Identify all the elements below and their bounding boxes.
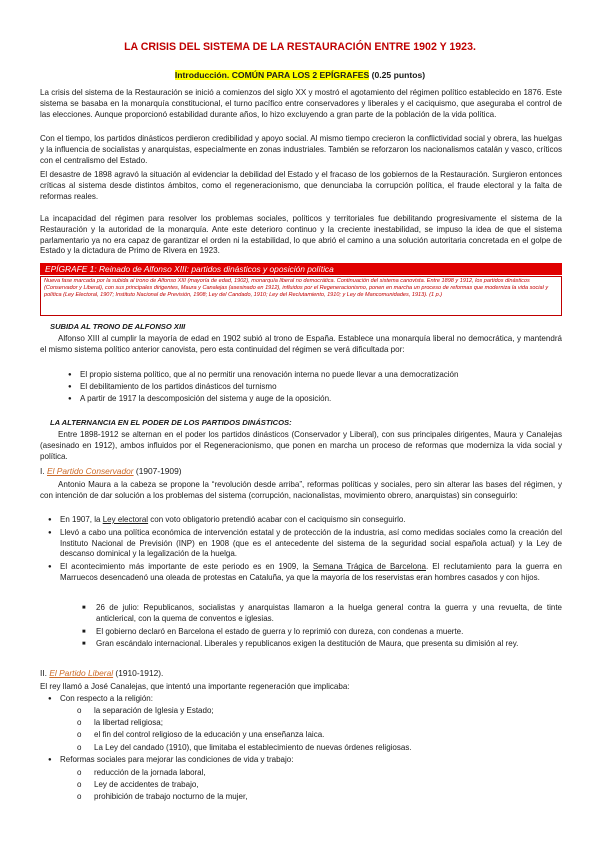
list-item: ● A partir de 1917 la descomposición del sistema y auge de la oposición. — [80, 393, 458, 405]
conservador-list — [60, 515, 562, 584]
list-item: ■ El gobierno declaró en Barcelona el estado de guerra y lo reprimió con dureza, con condenas a muerte. — [96, 627, 562, 638]
intro-paragraph-1: La crisis del sistema de la Restauración se inició a comienzos del siglo XX y mostró el agotamiento del régimen político establecido en 1876. Este sistema se basaba en la monarquía constitucional, el turno pacífico entre conservadores y liberales y el caciquismo, que aseguraba el control de las elecciones. Aunque proporcionó estabilidad durante años, lo hizo excluyendo a gran parte de la población de la vida política. — [40, 88, 562, 119]
list-item: o la separación de Iglesia y Estado; — [94, 705, 412, 717]
document-title: LA CRISIS DEL SISTEMA DE LA RESTAURACIÓN ENTRE 1902 Y 1923. — [124, 41, 476, 53]
intro-heading — [0, 70, 600, 80]
section-years: (1910-1912). — [115, 668, 164, 678]
liberal-header — [40, 668, 163, 678]
section-years: (1907-1909) — [135, 466, 182, 476]
list-item: ● Llevó a cabo una política económica de intervención estatal y de protección de la industria, así como medidas sociales como la creación del Instituto Nacional de Previsión (INP) en 1908 (que es el antecedente del sistema de la seguridad social española actual) y la Ley de descanso dominical y la legalización de la huelga. — [60, 528, 562, 560]
liberal-social-list — [94, 767, 247, 804]
intro-paragraph-2: Con el tiempo, los partidos dinásticos perdieron credibilidad y apoyo social. Al mismo tiempo crecieron la conflictividad social y obrera, las huelgas y la influencia de socialistas y anarquistas, especialmente en zonas industriales. También se reforzaron los nacionalismos catalán y vasco, críticos con el centralismo del Estado. — [40, 134, 562, 165]
list-item: ● Con respecto a la religión: — [60, 694, 562, 705]
subida-heading: SUBIDA AL TRONO DE ALFONSO XIII — [50, 322, 186, 331]
section-number: II. — [40, 668, 47, 678]
section-number: I. — [40, 466, 45, 476]
epigrafe-summary-box: Nueva fase marcada por la subida al trono de Alfonso XIII (mayoría de edad, 1902), monarquía liberal no democrática. Continuación del sistema canovista. Entre 1898 y 1912, los partidos dinásticos (Conservador y Liberal), con sus principales dirigentes, Maura y Canalejas (asesinado en 1912), influidos por el Regeneracionismo, ponen en marcha un proceso de reformas que moderniza la vida social y política (Ley Electoral, 1907; Instituto Nacional de Previsión, 1908; Ley del Candado, 1910; Ley del Reclutamiento, 1910; y Ley de Mancomunidades, 1913). (1 p.) — [40, 276, 562, 316]
partido-liberal-link[interactable]: El Partido Liberal — [49, 668, 114, 678]
list-item: ● El propio sistema político, que al no permitir una renovación interna no puede llevar a una democratización — [80, 369, 458, 381]
list-item: ● En 1907, la Ley electoral con voto obligatorio pretendió acabar con el caciquismo sin conseguirlo. — [60, 515, 562, 526]
list-item: o La Ley del candado (1910), que limitaba el establecimiento de nuevas órdenes religiosas. — [94, 742, 412, 754]
ley-electoral-link[interactable]: Ley electoral — [102, 515, 149, 524]
list-item: ● El acontecimiento más importante de este periodo es en 1909, la Semana Trágica de Barcelona. El reclutamiento para la guerra en Marruecos desencadenó una oleada de protestas en Cataluña, ya que la mayoría de los reservistas eran hombres casados y con hijos. — [60, 562, 562, 584]
conservador-header — [40, 466, 182, 476]
list-item: ● El debilitamiento de los partidos dinásticos del turnismo — [80, 381, 458, 393]
semana-tragica-list — [96, 603, 562, 650]
intro-paragraph-4: La incapacidad del régimen para resolver los problemas sociales, políticos y territoriales fue debilitando progresivamente el sistema de la Restauración y la autoridad de la monarquía. Ante este deterioro continuo y la creciente inestabilidad, se impuso la idea de que el sistema parlamentario ya no era capaz de garantizar el orden ni la estabilidad, lo que abrió el camino a una solución autoritaria concretada en el golpe de Estado y la dictadura de Primo de Rivera en 1923. — [40, 214, 562, 256]
liberal-religion-list — [94, 705, 412, 754]
epigrafe-title-bar: EPÍGRAFE 1: Reinado de Alfonso XIII: partidos dinásticos y oposición política — [40, 263, 562, 275]
list-item: ■ Gran escándalo internacional. Liberales y republicanos exigen la destitución de Maura, que presenta su dimisión al rey. — [96, 639, 562, 650]
list-item: o Ley de accidentes de trabajo, — [94, 779, 247, 791]
intro-points: (0.25 puntos) — [371, 70, 426, 80]
partido-conservador-link[interactable]: El Partido Conservador — [46, 466, 134, 476]
subida-list — [80, 369, 458, 406]
liberal-intro: El rey llamó a José Canalejas, que intentó una importante regeneración que implicaba: — [40, 682, 350, 691]
list-item: o reducción de la jornada laboral, — [94, 767, 247, 779]
conservador-intro: Antonio Maura a la cabeza se propone la “revolución desde arriba”, reformas políticas y sociales, pero sin alterar las bases del régimen, y con intención de dar solución a los problemas del sistema (corrupción, nacionalistas, movimiento obrero, anarquistas) sin conseguirlo: — [40, 480, 562, 500]
list-item: o el fin del control religioso de la educación y una enseñanza laica. — [94, 729, 412, 741]
liberal-social-heading — [60, 755, 562, 766]
alternancia-heading: LA ALTERNANCIA EN EL PODER DE LOS PARTIDOS DINÁSTICOS: — [50, 418, 292, 427]
list-item: ● Reformas sociales para mejorar las condiciones de vida y trabajo: — [60, 755, 562, 766]
intro-paragraph-3: El desastre de 1898 agravó la situación al evidenciar la debilidad del Estado y el fracaso de los gobiernos de la Restauración. Surgieron entonces críticas al sistema desde distintos ámbitos, como el regeneracionismo, que denunciaba la corrupción política, el fraude electoral y la falta de reformas reales. — [40, 170, 562, 201]
list-item: o la libertad religiosa; — [94, 717, 412, 729]
subida-text: Alfonso XIII al cumplir la mayoría de edad en 1902 subió al trono de España. Establece una monarquía liberal no democrática, y mantendrá el mismo sistema político anterior canovista, pero esta continuidad del régimen se verá dificultada por: — [40, 334, 562, 354]
list-item: o prohibición de trabajo nocturno de la mujer, — [94, 791, 247, 803]
intro-heading-label: Introducción. COMÚN PARA LOS 2 EPÍGRAFES — [174, 70, 370, 80]
semana-tragica-link[interactable]: Semana Trágica de Barcelona — [312, 562, 426, 572]
list-item: ■ 26 de julio: Republicanos, socialistas y anarquistas llamaron a la huelga general contra la guerra y una revuelta, de tinte anticlerical, con la quema de conventos e iglesias. — [96, 603, 562, 625]
alternancia-text: Entre 1898-1912 se alternan en el poder los partidos dinásticos (Conservador y Liberal), con sus principales dirigentes, Maura y Canalejas (asesinado en 1912), ambos influidos por el Regeneracionismo, que ponen en marcha un proceso de reformas que moderniza la vida social y política. — [40, 430, 562, 461]
liberal-religion-heading — [60, 694, 562, 705]
